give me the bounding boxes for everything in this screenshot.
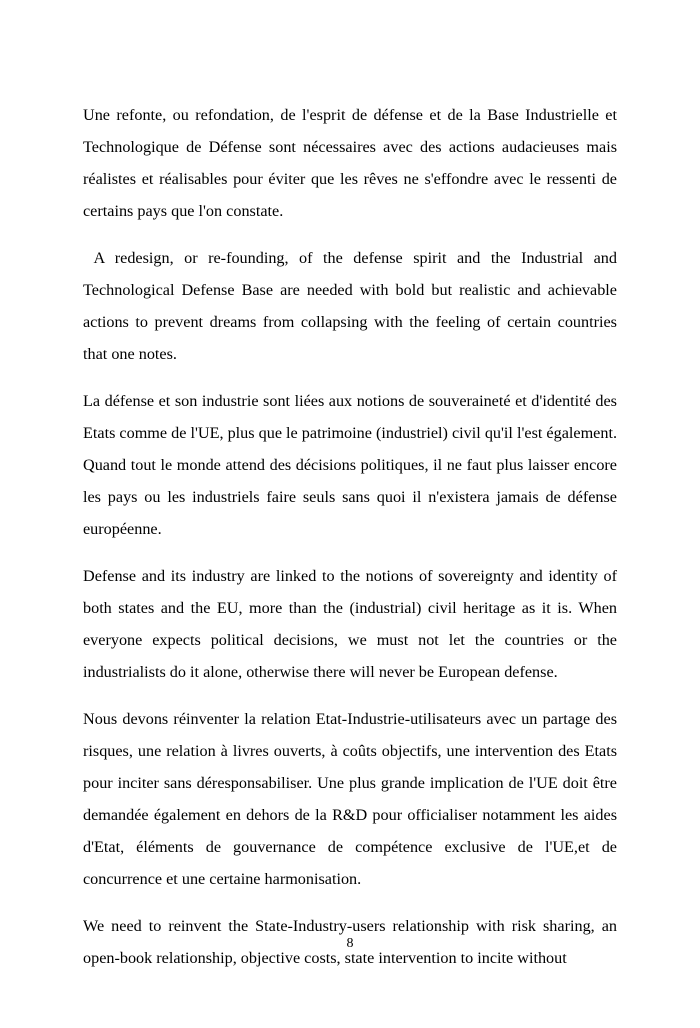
paragraph-french-3: Nous devons réinventer la relation Etat-Industrie-utilisateurs avec un partage des risques, une relation à livres ouverts, à coûts objectifs, une intervention des Etats pour inciter sans déresponsabiliser. Une plus grande implication de l'UE doit être demandée également en dehors de la R&D pour officialiser notamment les aides d'Etat, éléments de gouvernance de compétence exclusive de l'UE,et de concurrence et une certaine harmonisation.	[83, 710, 617, 888]
paragraph-english-3: We need to reinvent the State-Industry-users relationship with risk sharing, an open-book relationship, objective costs, state intervention to incite without	[83, 917, 617, 967]
paragraph-gap	[83, 895, 617, 910]
paragraph-gap	[83, 545, 617, 560]
paragraph-english-2: Defense and its industry are linked to the notions of sovereignty and identity of both states and the EU, more than the (industrial) civil heritage as it is. When everyone expects political decisions, we must not let the countries or the industrialists do it alone, otherwise there will never be European defense.	[83, 567, 617, 681]
page-number: 8	[346, 936, 354, 951]
document-body	[83, 99, 617, 974]
paragraph-gap	[83, 227, 617, 242]
paragraph-french-1: Une refonte, ou refondation, de l'esprit de défense et de la Base Industrielle et Technologique de Défense sont nécessaires avec des actions audacieuses mais réalistes et réalisables pour éviter que les rêves ne s'effondre avec le ressenti de certains pays que l'on constate.	[83, 106, 617, 220]
paragraph-gap	[83, 688, 617, 703]
paragraph-english-1: A redesign, or re-founding, of the defense spirit and the Industrial and Technological Defense Base are needed with bold but realistic and achievable actions to prevent dreams from collapsing with the feeling of certain countries that one notes.	[83, 249, 617, 363]
paragraph-french-2: La défense et son industrie sont liées aux notions de souveraineté et d'identité des Etats comme de l'UE, plus que le patrimoine (industriel) civil qu'il l'est également. Quand tout le monde attend des décisions politiques, il ne faut plus laisser encore les pays ou les industriels faire seuls sans quoi il n'existera jamais de défense européenne.	[83, 392, 617, 538]
paragraph-gap	[83, 370, 617, 385]
